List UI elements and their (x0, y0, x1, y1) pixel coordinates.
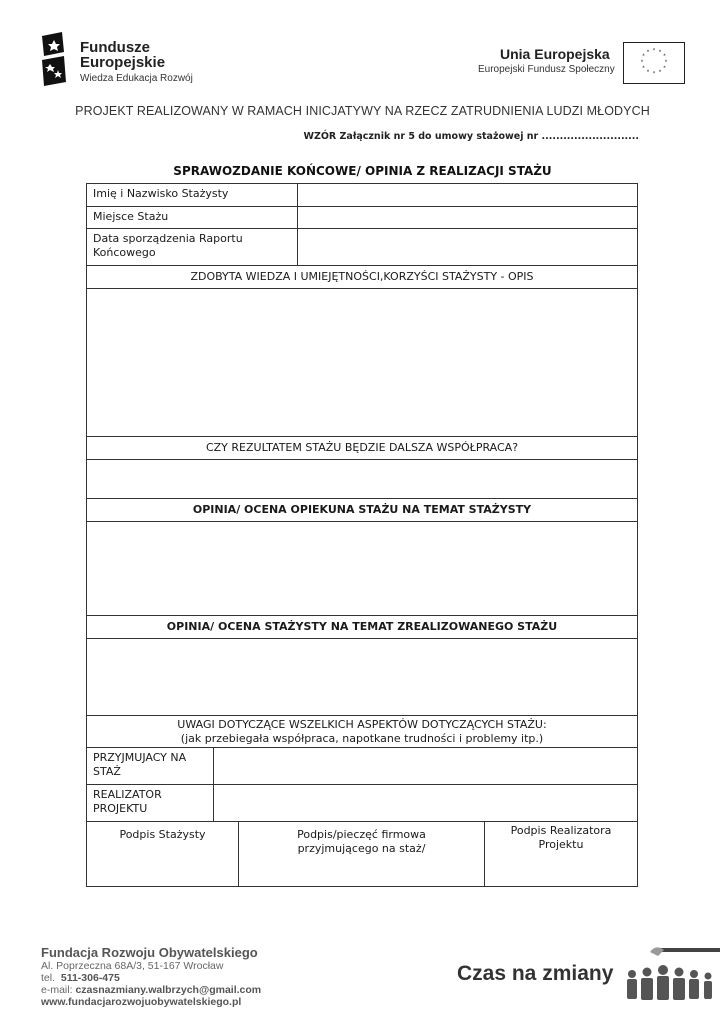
svg-text:*: * (663, 65, 666, 72)
eu-flag-icon (623, 42, 685, 84)
name-row (87, 184, 637, 207)
remarks-header-line1: UWAGI DOTYCZĄCE WSZELKICH ASPEKTÓW DOTYCZĄCYCH STAŻU: (177, 718, 547, 731)
knowledge-header-row (87, 266, 637, 289)
intern-opinion-header-row (87, 616, 637, 639)
people-group-icon (620, 944, 720, 1004)
svg-text:*: * (652, 48, 656, 54)
remarks-header-row (87, 716, 637, 748)
page-title: SPRAWOZDANIE KOŃCOWE/ OPINIA Z REALIZACJI STAŻU (173, 164, 552, 178)
svg-text:*: * (646, 49, 650, 56)
intern-opinion-header: OPINIA/ OCENA STAŻYSTY NA TEMAT ZREALIZOWANEGO STAŻU (166, 620, 558, 633)
report-form (86, 183, 638, 887)
footer-email (41, 984, 261, 996)
host-label: PRZYJMUJACY NA STAŻ (93, 751, 187, 778)
czas-na-zmiany-brand: Czas na zmiany (457, 962, 614, 985)
realizer-label: REALIZATOR PROJEKTU (93, 788, 162, 815)
footer-address: Al. Poprzeczna 68A/3, 51-167 Wrocław (41, 960, 224, 972)
svg-text:*: * (642, 65, 645, 72)
date-label: Data sporządzenia Raportu Końcowego (93, 232, 243, 259)
cooperation-row (87, 460, 637, 499)
fundusze-europejskie-logo (40, 32, 210, 88)
realizer-field[interactable] (213, 785, 637, 821)
mentor-opinion-header: OPINIA/ OCENA OPIEKUNA STAŻU NA TEMAT STAŻYSTY (192, 503, 532, 516)
intern-opinion-row (87, 639, 637, 716)
name-field[interactable] (297, 184, 637, 206)
fe-logo-line2: Europejskie (80, 54, 166, 71)
mentor-opinion-header-row (87, 499, 637, 522)
svg-text:*: * (658, 69, 662, 76)
footer-phone-number[interactable]: 511-306-475 (60, 972, 120, 984)
svg-text:*: * (664, 59, 668, 66)
fundusze-europejskie-mark-icon (40, 32, 70, 86)
knowledge-row (87, 289, 637, 437)
remarks-header-line2: (jak przebiegała współpraca, napotkane trudności i problemy itp.) (180, 732, 544, 745)
footer-phone (41, 972, 120, 984)
realizer-row (87, 785, 637, 822)
eu-logo-subtitle: Europejski Fundusz Społeczny (478, 64, 615, 75)
sig-intern[interactable]: Podpis Stażysty (119, 828, 206, 841)
cooperation-header: CZY REZULTATEM STAŻU BĘDZIE DALSZA WSPÓŁPRACA? (205, 441, 519, 454)
place-field[interactable] (297, 207, 637, 228)
attachment-reference: WZÓR Załącznik nr 5 do umowy stażowej nr ........................... (303, 131, 639, 142)
cooperation-header-row (87, 437, 637, 460)
signatures-row (87, 822, 637, 886)
place-row (87, 207, 637, 229)
eu-logo-title: Unia Europejska (500, 46, 610, 62)
host-row (87, 748, 637, 785)
svg-text:*: * (640, 59, 644, 66)
project-line: PROJEKT REALIZOWANY W RAMACH INICJATYWY NA RZECZ ZATRUDNIENIA LUDZI MŁODYCH (75, 104, 650, 118)
intern-opinion-field[interactable] (87, 639, 637, 715)
remarks-header (87, 716, 637, 747)
place-label: Miejsce Stażu (93, 210, 169, 223)
host-field[interactable] (213, 748, 637, 784)
cooperation-field[interactable] (87, 460, 637, 498)
svg-text:*: * (658, 49, 662, 56)
date-row (87, 229, 637, 266)
name-label: Imię i Nazwisko Stażysty (93, 187, 229, 200)
mentor-opinion-row (87, 522, 637, 616)
footer-website[interactable]: www.fundacjarozwojuobywatelskiego.pl (41, 996, 242, 1008)
date-field[interactable] (297, 229, 637, 265)
footer-email-address[interactable]: czasnazmiany.walbrzych@gmail.com (75, 984, 262, 996)
footer-org-name: Fundacja Rozwoju Obywatelskiego (41, 945, 258, 960)
knowledge-field[interactable] (87, 289, 637, 436)
mentor-opinion-field[interactable] (87, 522, 637, 615)
fe-logo-line1: Fundusze (80, 39, 150, 56)
svg-text:*: * (642, 53, 645, 60)
fe-logo-line3: Wiedza Edukacja Rozwój (80, 73, 193, 84)
sig-host[interactable]: Podpis/pieczęć firmowa przyjmującego na staż/ (238, 822, 484, 886)
footer-email-label: e-mail: (41, 984, 73, 996)
svg-text:*: * (646, 69, 650, 76)
svg-text:*: * (663, 53, 666, 60)
svg-text:*: * (652, 71, 656, 77)
sig-realizer[interactable]: Podpis Realizatora Projektu (484, 822, 637, 886)
footer-phone-label: tel. (41, 972, 56, 984)
knowledge-header: ZDOBYTA WIEDZA I UMIEJĘTNOŚCI,KORZYŚCI STAŻYSTY - OPIS (190, 270, 534, 283)
